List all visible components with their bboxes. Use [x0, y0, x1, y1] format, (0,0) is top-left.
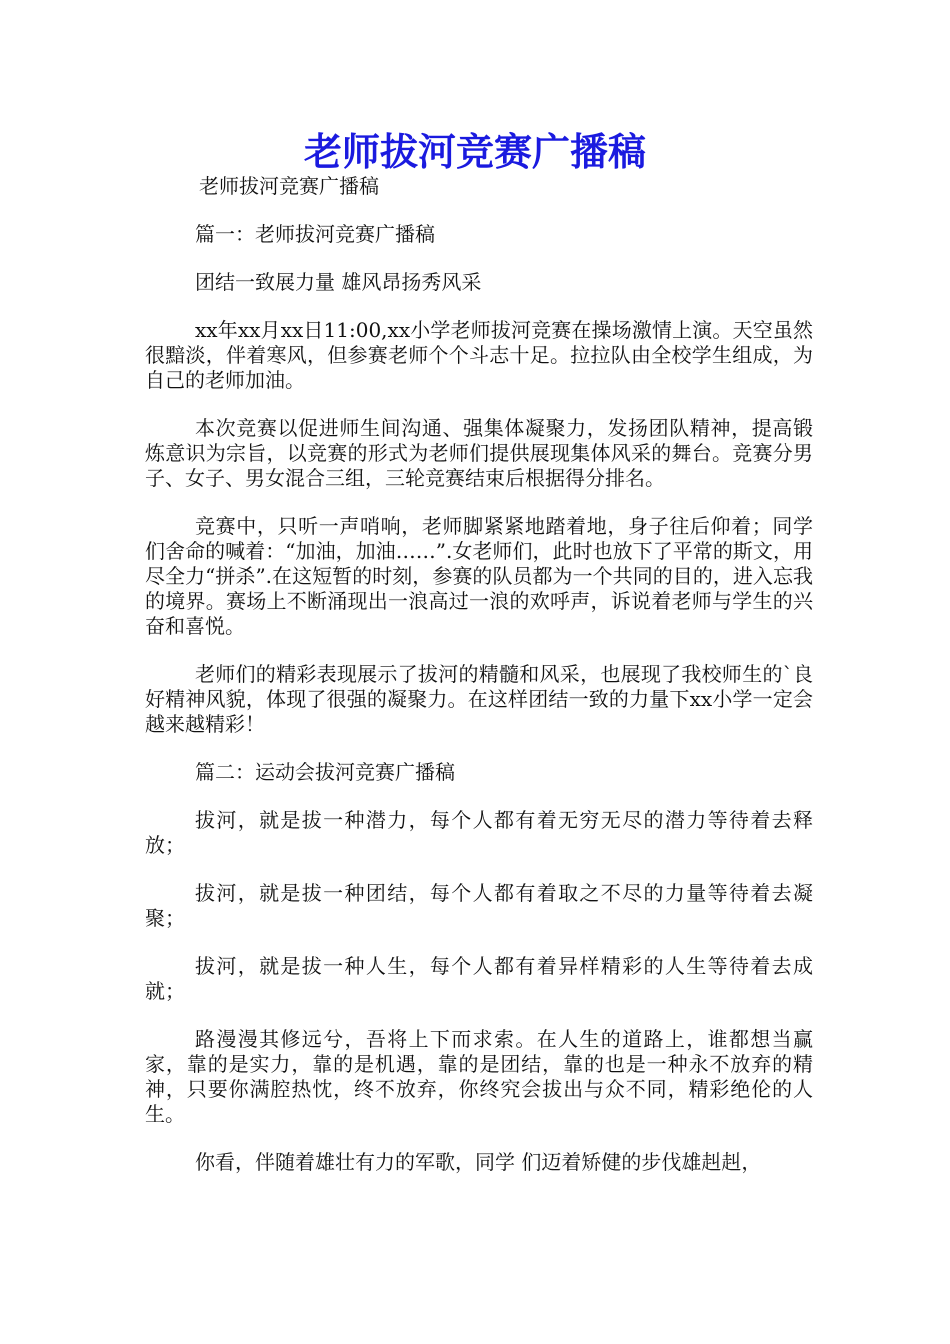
section-heading-1: 篇一：老师拔河竞赛广播稿	[195, 222, 435, 246]
paragraph: 竞赛中，只听一声哨响，老师脚紧紧地踏着地，身子往后仰着；同学们舍命的喊着：“加油，加油……”.女老师们，此时也放下了平常的斯文，用尽全力“拼杀”.在这短暂的时刻，参赛的队员都为一个共同的目的，进入忘我的境界。赛场上不断涌现出一浪高过一浪的欢呼声，诉说着老师与学生的兴奋和喜悦。	[145, 514, 813, 638]
paragraph: 拔河，就是拔一种潜力，每个人都有着无穷无尽的潜力等待着去释放；	[145, 808, 813, 857]
document-title: 老师拔河竞赛广播稿	[303, 129, 646, 174]
paragraph-headline: 团结一致展力量 雄风昂扬秀风采	[195, 270, 482, 294]
document-body	[145, 174, 813, 1198]
paragraph: 拔河，就是拔一种人生，每个人都有着异样精彩的人生等待着去成就；	[145, 954, 813, 1003]
paragraph: 拔河，就是拔一种团结，每个人都有着取之不尽的力量等待着去凝聚；	[145, 881, 813, 930]
paragraph: 你看，伴随着雄壮有力的军歌，同学 们迈着矫健的步伐雄赳赳，	[195, 1150, 762, 1174]
paragraph: 路漫漫其修远兮，吾将上下而求索。在人生的道路上，谁都想当赢家，靠的是实力，靠的是机遇，靠的是团结，靠的也是一种永不放弃的精神，只要你满腔热忱，终不放弃，你终究会拔出与众不同，精彩绝伦的人生。	[145, 1027, 813, 1126]
paragraph: xx年xx月xx日11:00,xx小学老师拔河竞赛在操场激情上演。天空虽然很黯淡，伴着寒风，但参赛老师个个斗志十足。拉拉队由全校学生组成，为自己的老师加油。	[145, 318, 813, 392]
paragraph-subtitle: 老师拔河竞赛广播稿	[199, 174, 379, 198]
paragraph: 老师们的精彩表现展示了拔河的精髓和风采，也展现了我校师生的`良好精神风貌，体现了很强的凝聚力。在这样团结一致的力量下xx小学一定会越来越精彩！	[145, 662, 813, 736]
section-heading-2: 篇二：运动会拔河竞赛广播稿	[195, 760, 455, 784]
paragraph: 本次竞赛以促进师生间沟通、强集体凝聚力，发扬团队精神，提高锻炼意识为宗旨，以竞赛的形式为老师们提供展现集体风采的舞台。竞赛分男子、女子、男女混合三组，三轮竞赛结束后根据得分排名。	[145, 416, 813, 490]
